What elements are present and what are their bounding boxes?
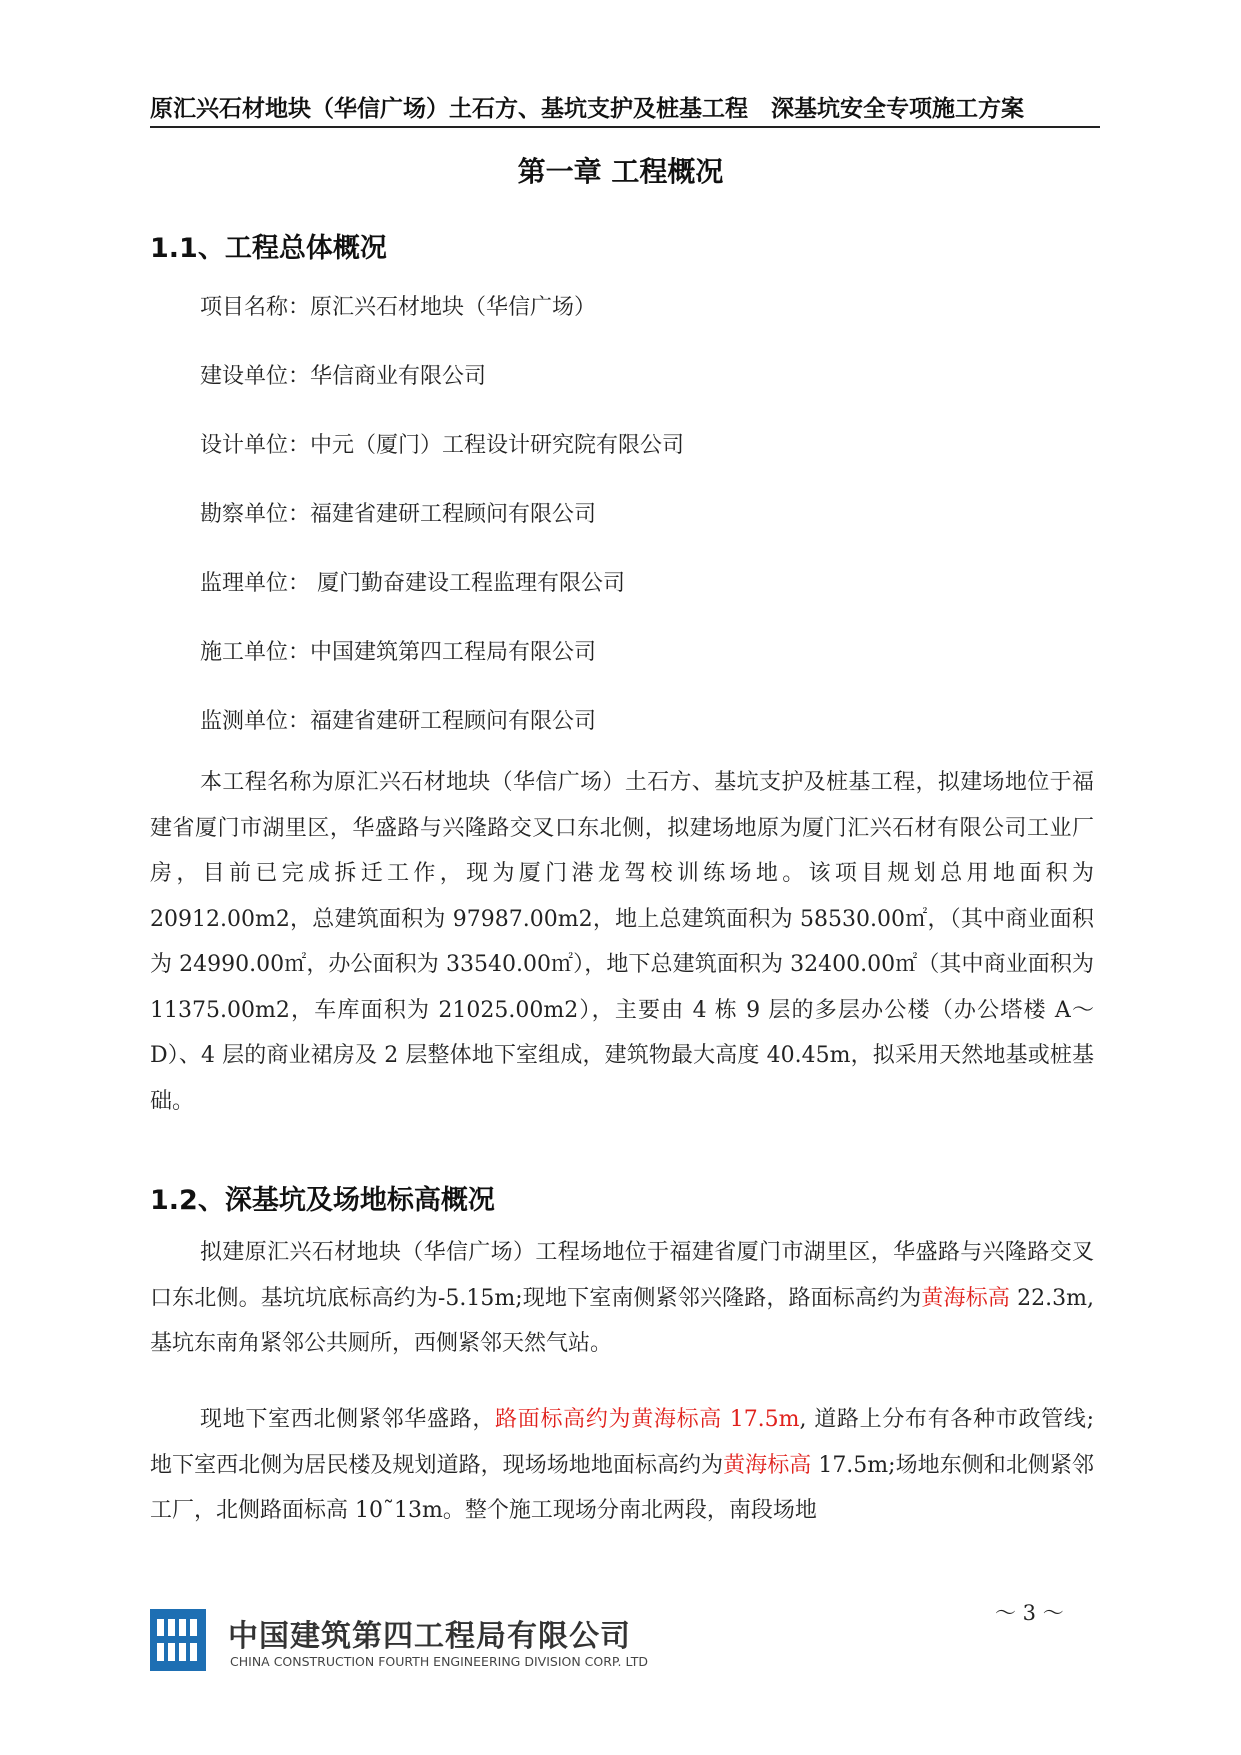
info-project-name: 项目名称：原汇兴石材地块（华信广场） (200, 295, 597, 320)
info-monitor: 监测单位：福建省建研工程顾问有限公司 (200, 709, 597, 734)
section-heading-1-1: 1.1、工程总体概况 (150, 233, 387, 264)
info-supervisor: 监理单位： 厦门勤奋建设工程监理有限公司 (200, 571, 625, 596)
highlight-text: 黄海标高 (921, 1285, 1010, 1311)
highlight-text: 路面标高约为黄海标高 17.5m (495, 1407, 800, 1432)
section-heading-1-2: 1.2、深基坑及场地标高概况 (150, 1185, 495, 1216)
company-name-cn: 中国建筑第四工程局有限公司 (228, 1619, 631, 1654)
page-number: ～ 3 ～ (995, 1601, 1064, 1625)
cscec-logo-icon (150, 1609, 206, 1671)
info-surveyor: 勘察单位：福建省建研工程顾问有限公司 (200, 502, 597, 527)
site-elevation-paragraph-1: 拟建原汇兴石材地块（华信广场）工程场地位于福建省厦门市湖里区，华盛路与兴隆路交叉口东北侧。基坑坑底标高约为-5.15m;现地下室南侧紧邻兴隆路，路面标高约为黄海标高 22.3m,基坑东南角紧邻公共厕所，西侧紧邻天然气站。 (150, 1240, 1094, 1356)
info-designer: 设计单位：中元（厦门）工程设计研究院有限公司 (200, 433, 685, 458)
company-logo (150, 1605, 648, 1677)
header-rule (150, 126, 1100, 128)
company-name-en: CHINA CONSTRUCTION FOURTH ENGINEERING DIVISION CORP. LTD (230, 1654, 648, 1669)
chapter-title: 第一章 工程概况 (517, 155, 724, 188)
project-overview-paragraph: 本工程名称为原汇兴石材地块（华信广场）土石方、基坑支护及桩基工程，拟建场地位于福建省厦门市湖里区，华盛路与兴隆路交叉口东北侧，拟建场地原为厦门汇兴石材有限公司工业厂房，目前已完成拆迁工作，现为厦门港龙驾校训练场地。该项目规划总用地面积为 20912.00m2，总建筑面积为 97987.00m2，地上总建筑面积为 58530.00㎡，（其中商业面积为 24990.00㎡，办公面积为 33540.00㎡），地下总建筑面积为 32400.00㎡（其中商业面积为 11375.00m2，车库面积为 21025.00m2），主要由 4 栋 9 层的多层办公楼（办公塔楼 A～D）、4 层的商业裙房及 2 层整体地下室组成，建筑物最大高度 40.45m，拟采用天然地基或桩基础。 (150, 770, 1094, 1114)
info-contractor: 施工单位：中国建筑第四工程局有限公司 (200, 640, 597, 665)
running-header: 原汇兴石材地块（华信广场）土石方、基坑支护及桩基工程 深基坑安全专项施工方案 (150, 96, 1024, 122)
info-owner: 建设单位：华信商业有限公司 (200, 364, 487, 389)
site-elevation-paragraph-2: 现地下室西北侧紧邻华盛路，路面标高约为黄海标高 17.5m, 道路上分布有各种市政管线; 地下室西北侧为居民楼及规划道路，现场场地地面标高约为黄海标高 17.5m;场地东侧和北侧紧邻工厂，北侧路面标高 10˜13m。整个施工现场分南北两段，南段场地 (150, 1407, 1094, 1523)
highlight-text: 黄海标高 (723, 1452, 812, 1478)
